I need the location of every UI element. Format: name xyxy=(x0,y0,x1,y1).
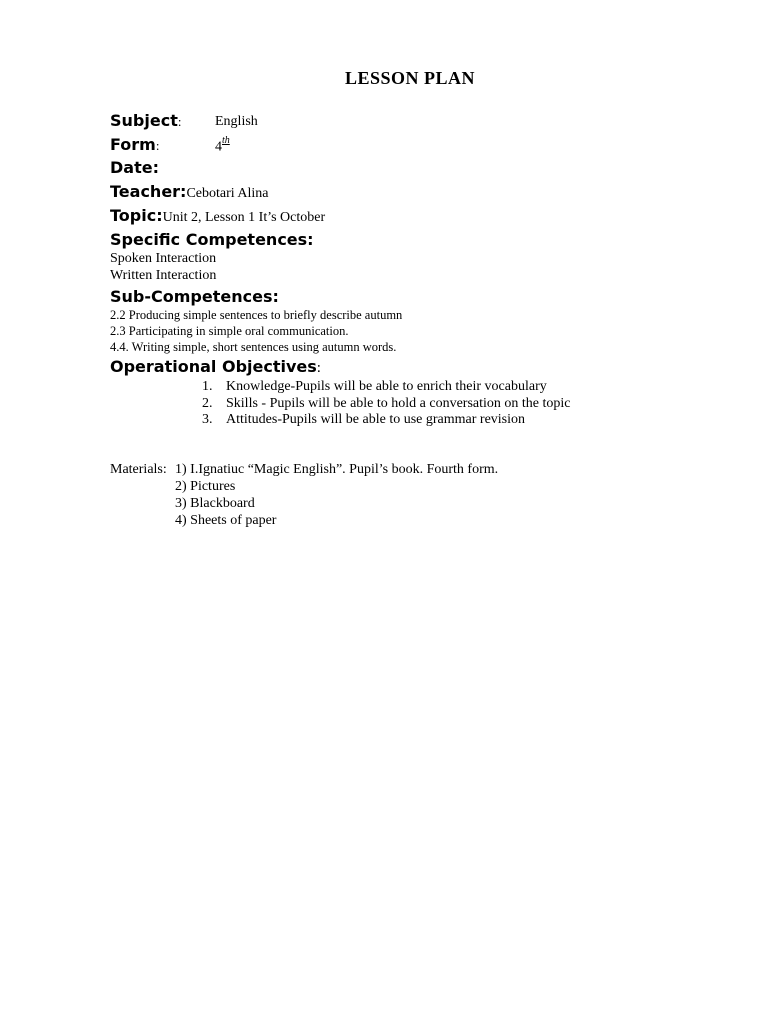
topic-label: Topic: xyxy=(110,206,163,225)
objective-text: Attitudes-Pupils will be able to use grammar revision xyxy=(226,412,526,427)
specific-competence-item: Spoken Interaction xyxy=(110,251,217,266)
topic-row xyxy=(110,206,325,226)
subject-row xyxy=(110,111,181,131)
objective-text: Skills - Pupils will be able to hold a conversation on the topic xyxy=(226,396,571,411)
objective-number: 1. xyxy=(202,379,213,394)
material-item: 4) Sheets of paper xyxy=(175,513,277,528)
date-row xyxy=(110,158,159,178)
page-title: LESSON PLAN xyxy=(344,68,476,88)
form-row xyxy=(110,135,159,155)
topic-value: Unit 2, Lesson 1 It’s October xyxy=(162,210,326,225)
operational-objectives-heading: Operational Objectives: xyxy=(110,357,321,376)
subject-colon: : xyxy=(177,114,182,129)
subject-label: Subject xyxy=(110,111,178,130)
specific-competences-heading: Specific Competences: xyxy=(110,230,314,249)
objective-number: 3. xyxy=(202,412,213,427)
sub-competence-item: 2.2 Producing simple sentences to briefly describe autumn xyxy=(110,308,403,322)
material-item: 2) Pictures xyxy=(175,479,236,494)
sub-competence-item: 4.4. Writing simple, short sentences using autumn words. xyxy=(110,340,397,354)
date-label: Date: xyxy=(110,158,159,177)
objective-number: 2. xyxy=(202,396,213,411)
form-value-suffix: th xyxy=(222,135,230,146)
teacher-label: Teacher: xyxy=(110,182,187,201)
sub-competence-item: 2.3 Participating in simple oral communication. xyxy=(110,324,349,338)
sub-competences-heading: Sub-Competences: xyxy=(110,287,279,306)
form-value xyxy=(215,137,230,156)
specific-competence-item: Written Interaction xyxy=(110,268,217,283)
material-item: 1) I.Ignatiuc “Magic English”. Pupil’s book. Fourth form. xyxy=(175,462,499,477)
subject-value: English xyxy=(215,114,258,129)
form-value-number: 4 xyxy=(215,139,222,155)
materials-label: Materials: xyxy=(110,462,167,477)
teacher-row xyxy=(110,182,269,202)
form-colon: : xyxy=(155,138,160,153)
objective-text: Knowledge-Pupils will be able to enrich their vocabulary xyxy=(226,379,547,394)
teacher-value: Cebotari Alina xyxy=(186,186,269,201)
form-label: Form xyxy=(110,135,156,154)
material-item: 3) Blackboard xyxy=(175,496,255,511)
